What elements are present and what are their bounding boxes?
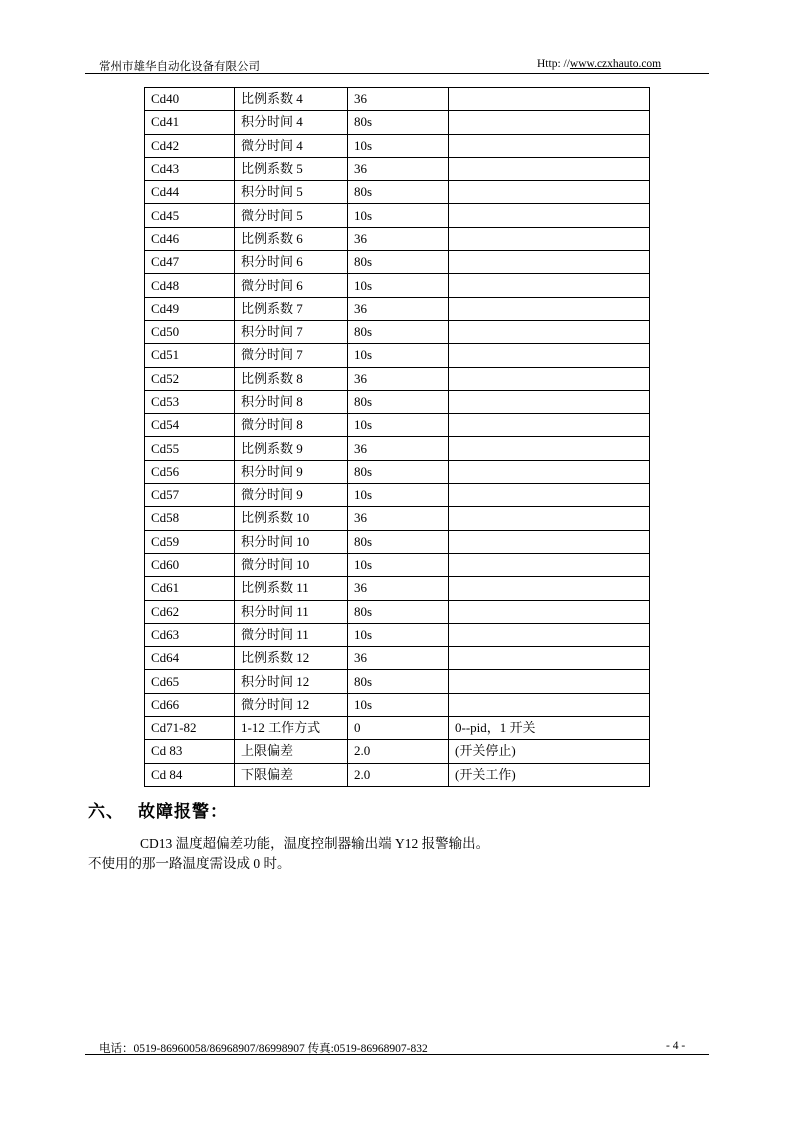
param-code-cell: Cd61: [145, 577, 235, 600]
param-value-cell: 80s: [348, 530, 449, 553]
param-note-cell: [449, 344, 650, 367]
param-value-cell: 80s: [348, 251, 449, 274]
param-value-cell: 80s: [348, 320, 449, 343]
param-code-cell: Cd52: [145, 367, 235, 390]
param-note-cell: [449, 227, 650, 250]
param-name-cell: 比例系数 7: [235, 297, 348, 320]
param-name-cell: 微分时间 10: [235, 553, 348, 576]
param-code-cell: Cd41: [145, 111, 235, 134]
param-value-cell: 2.0: [348, 763, 449, 786]
param-name-cell: 微分时间 7: [235, 344, 348, 367]
param-code-cell: Cd63: [145, 623, 235, 646]
table-row: [145, 553, 650, 576]
table-row: [145, 134, 650, 157]
param-value-cell: 80s: [348, 600, 449, 623]
param-code-cell: Cd45: [145, 204, 235, 227]
param-code-cell: Cd56: [145, 460, 235, 483]
param-value-cell: 36: [348, 647, 449, 670]
param-value-cell: 2.0: [348, 740, 449, 763]
param-name-cell: 微分时间 6: [235, 274, 348, 297]
table-row: [145, 484, 650, 507]
param-name-cell: 比例系数 6: [235, 227, 348, 250]
param-value-cell: 36: [348, 297, 449, 320]
table-row: [145, 157, 650, 180]
param-note-cell: [449, 553, 650, 576]
table-row: [145, 507, 650, 530]
table-row: [145, 111, 650, 134]
param-name-cell: 下限偏差: [235, 763, 348, 786]
param-code-cell: Cd51: [145, 344, 235, 367]
param-value-cell: 36: [348, 367, 449, 390]
table-row: [145, 460, 650, 483]
footer-contact: 电话：0519-86960058/86968907/86998907 传真:0519-86968907-832: [99, 1043, 428, 1055]
param-value-cell: 36: [348, 507, 449, 530]
param-name-cell: 微分时间 12: [235, 693, 348, 716]
param-name-cell: 微分时间 4: [235, 134, 348, 157]
param-name-cell: 比例系数 11: [235, 577, 348, 600]
param-value-cell: 10s: [348, 274, 449, 297]
param-value-cell: 10s: [348, 204, 449, 227]
param-note-cell: [449, 600, 650, 623]
param-note-cell: [449, 577, 650, 600]
table-row: [145, 670, 650, 693]
table-row: [145, 414, 650, 437]
header-divider: [85, 73, 709, 74]
table-row: [145, 204, 650, 227]
param-name-cell: 比例系数 10: [235, 507, 348, 530]
param-code-cell: Cd53: [145, 390, 235, 413]
param-code-cell: Cd60: [145, 553, 235, 576]
param-note-cell: [449, 111, 650, 134]
param-code-cell: Cd46: [145, 227, 235, 250]
param-note-cell: 0--pid，1 开关: [449, 717, 650, 740]
table-row: [145, 274, 650, 297]
param-value-cell: 80s: [348, 181, 449, 204]
param-name-cell: 积分时间 6: [235, 251, 348, 274]
param-note-cell: [449, 507, 650, 530]
param-value-cell: 10s: [348, 414, 449, 437]
param-code-cell: Cd40: [145, 88, 235, 111]
param-value-cell: 36: [348, 437, 449, 460]
param-name-cell: 比例系数 5: [235, 157, 348, 180]
table-row: [145, 367, 650, 390]
param-name-cell: 比例系数 4: [235, 88, 348, 111]
parameter-table: [144, 87, 650, 787]
param-value-cell: 10s: [348, 623, 449, 646]
table-row: [145, 437, 650, 460]
param-code-cell: Cd43: [145, 157, 235, 180]
param-code-cell: Cd55: [145, 437, 235, 460]
param-code-cell: Cd50: [145, 320, 235, 343]
section-heading: [88, 797, 228, 822]
param-name-cell: 1-12 工作方式: [235, 717, 348, 740]
param-code-cell: Cd57: [145, 484, 235, 507]
header-company: 常州市雄华自动化设备有限公司: [99, 61, 260, 73]
table-row: [145, 600, 650, 623]
param-note-cell: [449, 390, 650, 413]
param-name-cell: 积分时间 10: [235, 530, 348, 553]
table-row: [145, 763, 650, 786]
section-paragraph-1: CD13 温度超偏差功能，温度控制器输出端 Y12 报警输出。: [140, 836, 490, 851]
param-name-cell: 微分时间 11: [235, 623, 348, 646]
param-note-cell: [449, 484, 650, 507]
param-value-cell: 10s: [348, 344, 449, 367]
param-value-cell: 10s: [348, 134, 449, 157]
param-code-cell: Cd54: [145, 414, 235, 437]
param-code-cell: Cd48: [145, 274, 235, 297]
param-note-cell: [449, 647, 650, 670]
param-note-cell: (开关停止): [449, 740, 650, 763]
header-url-link[interactable]: www.czxhauto.com: [569, 58, 662, 70]
section-title: 故障报警：: [138, 802, 228, 822]
param-note-cell: (开关工作): [449, 763, 650, 786]
param-name-cell: 比例系数 8: [235, 367, 348, 390]
param-name-cell: 积分时间 9: [235, 460, 348, 483]
param-note-cell: [449, 670, 650, 693]
param-value-cell: 80s: [348, 390, 449, 413]
param-note-cell: [449, 530, 650, 553]
param-code-cell: Cd62: [145, 600, 235, 623]
table-row: [145, 251, 650, 274]
param-name-cell: 微分时间 5: [235, 204, 348, 227]
parameter-table-body: [145, 88, 650, 787]
param-code-cell: Cd44: [145, 181, 235, 204]
param-value-cell: 10s: [348, 553, 449, 576]
param-value-cell: 36: [348, 88, 449, 111]
param-value-cell: 10s: [348, 693, 449, 716]
header-http-label: Http: //: [537, 58, 570, 70]
table-row: [145, 297, 650, 320]
param-note-cell: [449, 693, 650, 716]
param-code-cell: Cd47: [145, 251, 235, 274]
table-row: [145, 740, 650, 763]
section-paragraph-2: 不使用的那一路温度需设成 0 时。: [88, 856, 291, 871]
table-row: [145, 693, 650, 716]
param-name-cell: 比例系数 12: [235, 647, 348, 670]
param-note-cell: [449, 251, 650, 274]
param-code-cell: Cd 84: [145, 763, 235, 786]
table-row: [145, 181, 650, 204]
param-note-cell: [449, 437, 650, 460]
param-code-cell: Cd64: [145, 647, 235, 670]
table-row: [145, 577, 650, 600]
param-code-cell: Cd65: [145, 670, 235, 693]
param-note-cell: [449, 320, 650, 343]
param-name-cell: 积分时间 12: [235, 670, 348, 693]
table-row: [145, 320, 650, 343]
table-row: [145, 88, 650, 111]
table-row: [145, 530, 650, 553]
param-value-cell: 80s: [348, 460, 449, 483]
param-name-cell: 微分时间 9: [235, 484, 348, 507]
param-note-cell: [449, 367, 650, 390]
param-note-cell: [449, 181, 650, 204]
param-value-cell: 36: [348, 227, 449, 250]
table-row: [145, 647, 650, 670]
param-value-cell: 36: [348, 577, 449, 600]
footer-page-number: - 4 -: [666, 1040, 686, 1052]
param-name-cell: 比例系数 9: [235, 437, 348, 460]
param-name-cell: 积分时间 7: [235, 320, 348, 343]
param-value-cell: 80s: [348, 111, 449, 134]
table-row: [145, 623, 650, 646]
param-name-cell: 积分时间 11: [235, 600, 348, 623]
param-value-cell: 80s: [348, 670, 449, 693]
param-note-cell: [449, 88, 650, 111]
param-value-cell: 10s: [348, 484, 449, 507]
param-note-cell: [449, 460, 650, 483]
param-note-cell: [449, 297, 650, 320]
param-note-cell: [449, 274, 650, 297]
param-note-cell: [449, 204, 650, 227]
table-row: [145, 227, 650, 250]
table-row: [145, 717, 650, 740]
param-code-cell: Cd71-82: [145, 717, 235, 740]
param-name-cell: 积分时间 4: [235, 111, 348, 134]
param-note-cell: [449, 157, 650, 180]
param-value-cell: 36: [348, 157, 449, 180]
param-note-cell: [449, 134, 650, 157]
param-value-cell: 0: [348, 717, 449, 740]
table-row: [145, 344, 650, 367]
param-code-cell: Cd 83: [145, 740, 235, 763]
param-code-cell: Cd66: [145, 693, 235, 716]
param-code-cell: Cd59: [145, 530, 235, 553]
param-code-cell: Cd58: [145, 507, 235, 530]
header-website: [537, 58, 661, 70]
param-code-cell: Cd42: [145, 134, 235, 157]
param-name-cell: 积分时间 5: [235, 181, 348, 204]
param-name-cell: 微分时间 8: [235, 414, 348, 437]
section-number: 六、: [88, 802, 124, 822]
param-name-cell: 积分时间 8: [235, 390, 348, 413]
param-note-cell: [449, 623, 650, 646]
param-note-cell: [449, 414, 650, 437]
table-row: [145, 390, 650, 413]
param-code-cell: Cd49: [145, 297, 235, 320]
param-name-cell: 上限偏差: [235, 740, 348, 763]
